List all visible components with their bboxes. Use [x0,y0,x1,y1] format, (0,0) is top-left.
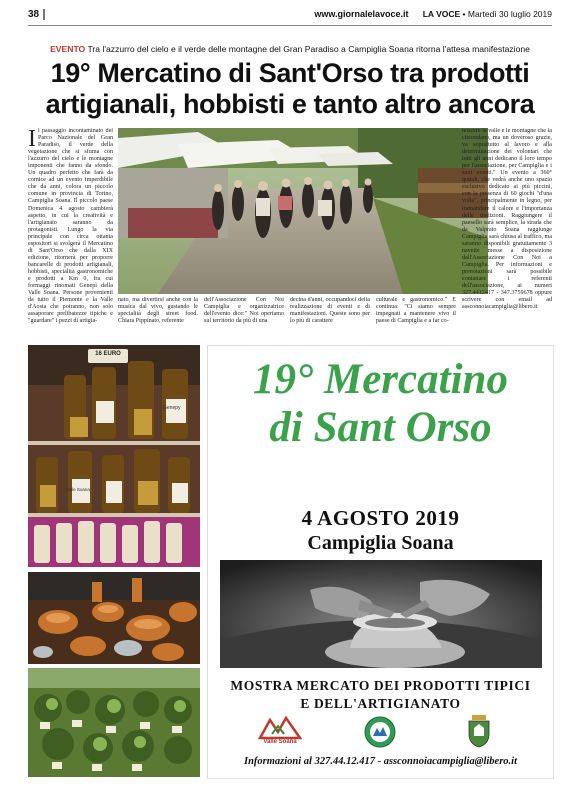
column-5-text: culturale e gastronomico." E continua: "Ci siamo sempre impegnati a mantenere vivo il paese di Campiglia e a far co- [376,297,456,325]
genepy-label: Genepy [163,405,181,411]
poster-date: 4 AGOSTO 2019 [301,506,460,530]
column-4-text: decina d'anni, occupandoci della realizzazione di eventi e di manifestazioni. Queste sono per lo più di carattere [290,297,370,325]
article-column-1 [28,128,113,340]
column-2-text: nato, ma divertirsi anche con la musica dal vivo, gustando le specialità degli street food. Chiara Pippinato, referente [118,297,198,325]
association-logo [364,716,396,748]
bottles-photo [28,345,200,567]
article-column-3 [204,297,284,342]
kicker [28,44,552,54]
page-header [28,8,552,22]
price-tag: 16 EURO [95,351,121,357]
headline-line-1: 19° Mercatino di Sant'Orso tra prodotti [50,58,530,88]
site-url[interactable]: www.giornalelavoce.it [314,9,409,19]
issue-date: Martedì 30 luglio 2019 [467,9,552,19]
poster-place: Campiglia Soana [307,532,454,554]
event-poster [207,345,554,779]
article-column-6 [462,128,552,340]
market-street-photo [118,128,488,294]
valle-soana-logo [258,714,302,748]
page-number-divider [43,9,45,20]
poster-mostra-line-1: MOSTRA MERCATO DEI PRODOTTI TIPICI [230,678,531,693]
article-column-2 [118,297,198,342]
poster-info: Informazioni al 327.44.12.417 - assconnoiacampiglia@libero.it [243,756,517,767]
poster-mostra-line-2: E DELL'ARTIGIANATO [300,696,461,711]
column-3-text: dell'Associazione Con Noi Campiglia e organizzatrice dell'evento dice:" Noi operiamo sul territorio da più di una [204,297,284,325]
municipal-crest-logo [466,714,492,748]
headline-line-2: artigianali, hobbisti e tanto altro ancora [45,89,535,119]
poster-title-line-1: 19° Mercatino [253,356,508,403]
section-label: EVENTO [50,44,86,54]
valle-soana-logo-text: Valle Soana [263,739,297,745]
column-6-text: noscere la valle e le montagne che la circondano, ma un doveroso grazie, va soprattutto al lavoro e alla determinazione dei volontari che tutti gli anni dedicano il loro tempo per l'associazione, per Campiglia e i suoi eventi." Un evento a 360° quindi, che vedrà anche uno spazio esclusivo dedicato ai più piccini, con la presenza di 60 giochi "d'una volta", principalmente in legno, per tramandare il calore e l'importanza delle tradizioni. Raggiungere il paesello sarà semplice, la strada che da Valprato Soana raggiunge Campiglia sarà chiusa al traffico, ma saranno disponibili gratuitamente 3 navette messe a disposizione dall'Associazione Con Noi a Campiglia. Per informazioni e prenotazioni sarà possibile contattare i referenti dell'associazione, ai numeri 327.4412417 - 347.3759678 oppure scrivere con email ad assconnoiacampiglia@libero.it [462,128,552,311]
drop-cap: I [28,128,36,152]
kicker-text: Tra l'azzurro del cielo e il verde delle montagne del Gran Paradiso a Campiglia Soana ritorna l'attesa manifestazione [87,44,530,54]
column-1-text: l passaggio incontaminato del Parco Nazionale del Gran Paradiso, il verde della vegetazione che si sfuma con l'azzurro del cielo e le montagne imponenti che fanno da sfondo. Un quadro perfetto che farà da cornice ad un evento imperdibile che da anni, colora un piccolo comune in provincia di Torino, Campiglia Soana. Il piccolo paese Domenica 4 agosto cambierà aspetto, in cui la creatività e l'artigianato saranno da protagonisti. Lungo la via principale con circa ottanta espositori si svolgerà il Mercatino di Sant'Orso che dalla XIX edizione, ritornerà per proporre bancarelle di prodotti artigianali, hobbisti, specialità gastronomiche e prodotti a Km 0, fra cui formaggi rinomati Genepì della Valle Soana. Persone provenienti da tutto il Piemonte e la Valle d'Aosta che potranno, non solo assaporare prelibatezze tipiche e "guardare" i pezzi di artigia- [28,128,113,325]
header-right: www.giornalelavoce.it LA VOCE • Martedì 30 luglio 2019 [314,9,552,19]
page-number: 38 [28,9,40,20]
article-column-4 [290,297,370,342]
valle-soana-label: Valle Soana [66,487,90,492]
publication-name: LA VOCE [422,9,461,19]
header-rule [28,25,552,26]
poster-title-line-2: di Sant Orso [269,404,492,451]
pottery-hands-photo [220,560,542,668]
article-column-5 [376,297,456,342]
plants-photo [28,668,200,777]
copperware-photo [28,572,200,664]
headline [28,58,552,120]
